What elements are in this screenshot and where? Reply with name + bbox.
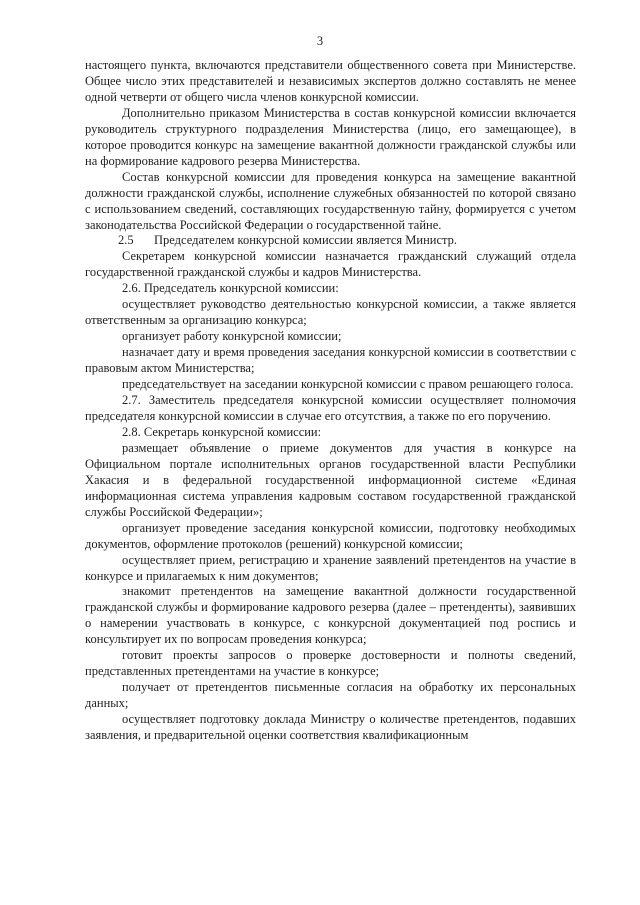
- paragraph: знакомит претендентов на замещение вакантной должности государственной гражданской службы и формирование кадрового резерва (далее – претенденты), заявивших о намерении участвовать в конкурсе, с конкурсной документацией под роспись и консультирует их по вопросам проведения конкурса;: [85, 584, 576, 647]
- paragraph: назначает дату и время проведения заседания конкурсной комиссии в соответствии с правовым актом Министерства;: [85, 345, 576, 376]
- paragraph: получает от претендентов письменные согласия на обработку их персональных данных;: [85, 680, 576, 711]
- numbered-paragraph-2-5: [85, 233, 576, 249]
- paragraph-number: 2.5: [118, 233, 134, 248]
- paragraph: Состав конкурсной комиссии для проведения конкурса на замещение вакантной должности гражданской службы, исполнение служебных обязанностей по которой связано с использованием сведений, составляющих государственную тайну, формируется с учетом законодательства Российской Федерации о государственной тайне.: [85, 169, 576, 232]
- paragraph: размещает объявление о приеме документов для участия в конкурсе на Официальном портале исполнительных органов государственной власти Республики Хакасия и в федеральной государственной информационной системе «Единая информационная система управления кадровым составом государственной гражданской службы Российской Федерации»;: [85, 440, 576, 519]
- paragraph: осуществляет подготовку доклада Министру о количестве претендентов, подавших заявления, и предварительной оценки соответствия квалификационным: [85, 712, 576, 743]
- paragraph: 2.8. Секретарь конкурсной комиссии:: [122, 424, 322, 439]
- paragraph: 2.7. Заместитель председателя конкурсной комиссии осуществляет полномочия председателя конкурсной комиссии в случае его отсутствия, а также по его поручению.: [85, 393, 576, 423]
- paragraph: Дополнительно приказом Министерства в состав конкурсной комиссии включается руководитель структурного подразделения Министерства (лицо, его замещающее), в которое проводится конкурс на замещение вакантной должности гражданской службы или на формирование кадрового резерва Министерства.: [85, 105, 576, 168]
- paragraph: председательствует на заседании конкурсной комиссии с правом решающего голоса.: [122, 377, 574, 392]
- paragraph-text: Председателем конкурсной комиссии является Министр.: [154, 233, 458, 248]
- paragraph: организует работу конкурсной комиссии;: [122, 329, 342, 344]
- paragraph: готовит проекты запросов о проверке достоверности и полноты сведений, представленных претендентами на участие в конкурсе;: [85, 648, 576, 679]
- page-number: 3: [316, 34, 324, 48]
- document-body: [85, 58, 576, 744]
- paragraph: организует проведение заседания конкурсной комиссии, подготовку необходимых документов, оформление протоколов (решений) конкурсной комиссии;: [85, 520, 576, 551]
- paragraph: 2.6. Председатель конкурсной комиссии:: [122, 281, 339, 296]
- paragraph: Секретарем конкурсной комиссии назначается гражданский служащий отдела государственной гражданской службы и кадров Министерства.: [85, 249, 576, 280]
- paragraph: осуществляет руководство деятельностью конкурсной комиссии, а также является ответственным за организацию конкурса;: [85, 297, 576, 328]
- paragraph: осуществляет прием, регистрацию и хранение заявлений претендентов на участие в конкурсе и прилагаемых к ним документов;: [85, 552, 576, 583]
- paragraph: настоящего пункта, включаются представители общественного совета при Министерстве. Общее число этих представителей и независимых экспертов должно составлять не менее одной четверти от общего числа членов конкурсной комиссии.: [85, 58, 576, 104]
